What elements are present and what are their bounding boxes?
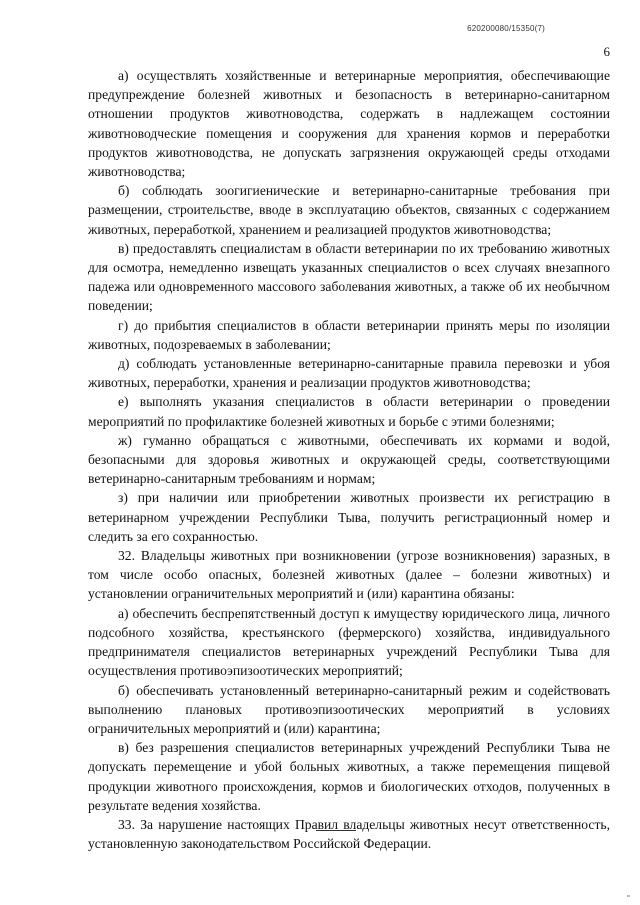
page-number: 6: [603, 44, 610, 59]
separator-line: [316, 830, 356, 831]
scan-artifact: [627, 895, 630, 897]
paragraph-32a: а) обеспечить беспрепятственный доступ к имуществу юридического лица, личного подсобного хозяйства, крестьянского (фермерского) хозяйства, индивидуального предпринимателя специалистов ветеринарных учреждений Республики Тыва для осуществления противоэпизоотических мероприятий;: [88, 605, 610, 679]
paragraph-31g: г) до прибытия специалистов в области ветеринарии принять меры по изоляции животных, подозреваемых в заболевании;: [88, 317, 610, 352]
paragraph-32b: б) обеспечивать установленный ветеринарно-санитарный режим и содействовать выполнению плановых противоэпизоотических мероприятий в условиях ограничительных мероприятий и (или) карантина;: [88, 682, 610, 736]
document-body: [88, 66, 610, 853]
paragraph-31a: а) осуществлять хозяйственные и ветеринарные мероприятия, обеспечивающие предупреждение болезней животных и безопасность в ветеринарно-санитарном отношении продуктов животноводства, содержать в надлежащем состоянии животноводческие помещения и сооружения для хранения кормов и переработки продуктов животноводства, не допускать загрязнения окружающей среды отходами животноводства;: [88, 68, 610, 180]
paragraph-32: 32. Владельцы животных при возникновении (угрозе возникновения) заразных, в том числе особо опасных, болезней животных (далее – болезни животных) и установлении ограничительных мероприятий и (или) карантина обязаны:: [88, 548, 610, 602]
paragraph-31zh: ж) гуманно обращаться с животными, обеспечивать их кормами и водой, безопасными для здоровья животных и окружающей среды, соответствующими ветеринарно-санитарным требованиям и нормам;: [88, 432, 610, 487]
paragraph-32v: в) без разрешения специалистов ветеринарных учреждений Республики Тыва не допускать перемещение и убой больных животных, а также перемещения пищевой продукции животного происхождения, кормов и биологических отходов, полученных в результате ведения хозяйства.: [88, 740, 610, 813]
paragraph-31d: д) соблюдать установленные ветеринарно-санитарные правила перевозки и убоя животных, переработки, хранения и реализации продуктов животноводства;: [88, 356, 610, 391]
paragraph-31z: з) при наличии или приобретении животных произвести их регистрацию в ветеринарном учреждении Республики Тыва, получить регистрационный номер и следить за его сохранностью.: [88, 490, 610, 544]
paragraph-33: 33. За нарушение настоящих Правил владельцы животных несут ответственность, установленную законодательством Российской Федерации.: [88, 816, 610, 852]
paragraph-31b: б) соблюдать зоогигиенические и ветеринарно-санитарные требования при размещении, строительстве, вводе в эксплуатацию объектов, связанных с содержанием животных, переработкой, хранением и реализацией продуктов животноводства;: [88, 183, 610, 237]
paragraph-31v: в) предоставлять специалистам в области ветеринарии по их требованию животных для осмотра, немедленно извещать указанных специалистов о всех случаях внезапного падежа или одновременного массового заболевания животных, а также об их необычном поведении;: [88, 240, 610, 314]
document-code: 620200080/15350(7): [467, 24, 545, 33]
paragraph-31e: е) выполнять указания специалистов в области ветеринарии о проведении мероприятий по профилактике болезней животных и борьбе с этими болезнями;: [88, 394, 610, 429]
